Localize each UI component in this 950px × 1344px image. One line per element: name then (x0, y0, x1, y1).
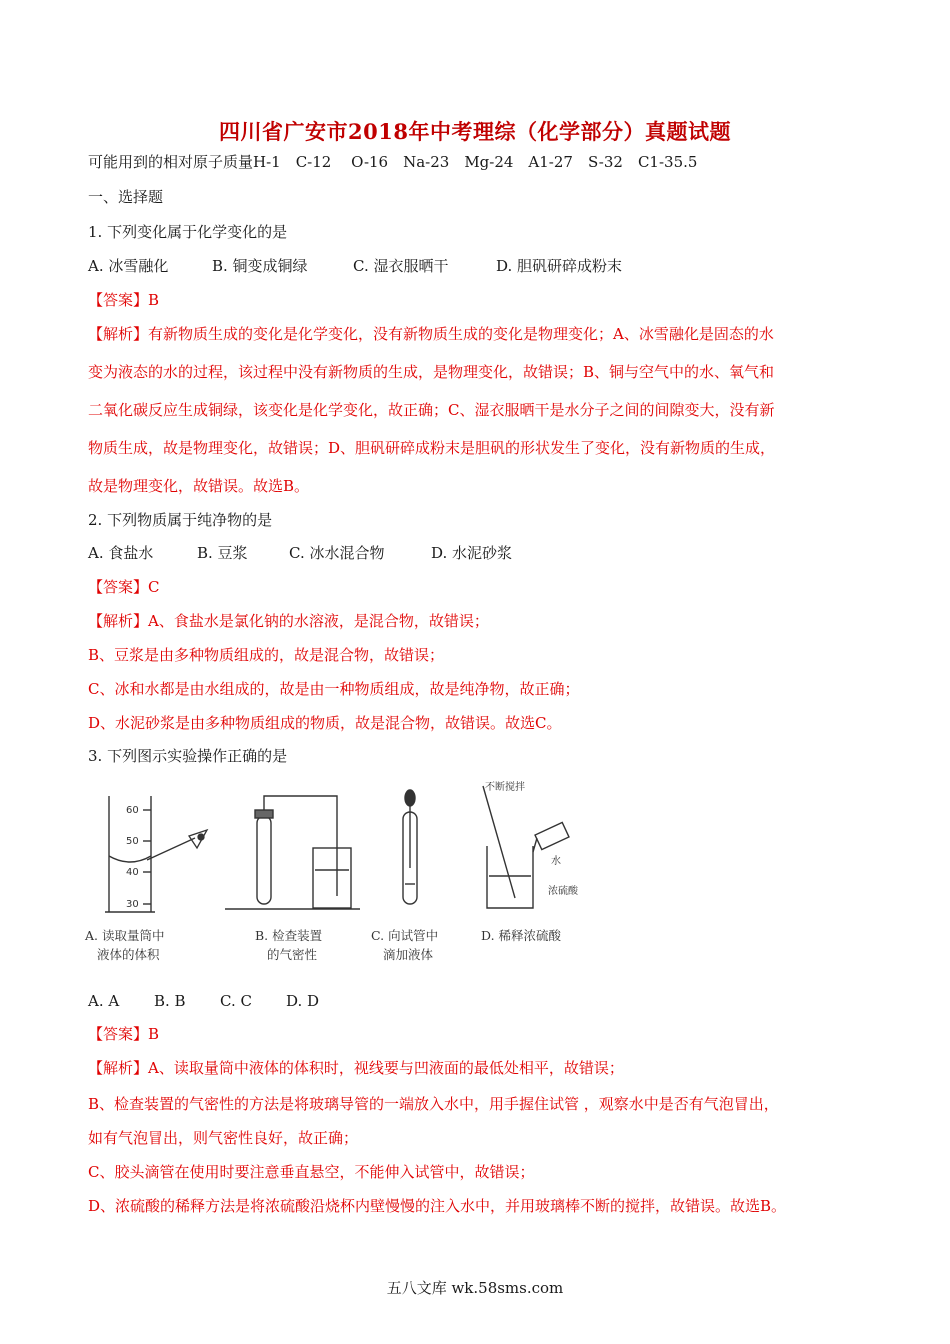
q1-analysis-line: 变为液态的水的过程，该过程中没有新物质的生成，是物理变化，故错误；B、铜与空气中的水、氧气和 (88, 363, 775, 381)
section-heading: 一、选择题 (88, 188, 164, 206)
page-title: 四川省广安市2018年中考理综（化学部分）真题试题 (219, 119, 731, 144)
water-label: 水 (551, 856, 561, 867)
tick-label-50: 50 (126, 836, 139, 847)
q3-option-c: C. C (220, 992, 252, 1010)
q3-option-b: B. B (154, 992, 186, 1010)
acid-label: 浓硫酸 (548, 886, 578, 897)
q3-analysis-line: B、检查装置的气密性的方法是将玻璃导管的一端放入水中，用手握住试管 ，观察水中是否有气泡冒出， (88, 1095, 779, 1113)
q2-option-d: D. 水泥砂浆 (431, 544, 513, 562)
q1-option-d: D. 胆矾研碎成粉末 (496, 257, 623, 275)
q2-option-a: A. 食盐水 (88, 544, 154, 562)
figure-caption-a: A. 读取量筒中 液体的体积 (85, 928, 165, 962)
q2-answer: 【答案】C (88, 578, 160, 596)
q1-analysis-line: 二氧化碳反应生成铜绿，该变化是化学变化，故正确；C、湿衣服晒干是水分子之间的间隙变大，没有新 (88, 401, 775, 419)
figure-caption-d: D. 稀释浓硫酸 (481, 928, 562, 943)
tick-label-40: 40 (126, 867, 139, 878)
tick-label-60: 60 (126, 805, 139, 816)
airtightness-apparatus-icon (225, 796, 360, 909)
q1-option-c: C. 湿衣服晒干 (353, 257, 449, 275)
atomic-masses: 可能用到的相对原子质量H-1 C-12 O-16 Na-23 Mg-24 A1-27 S-32 C1-35.5 (88, 153, 698, 171)
q1-option-a: A. 冰雪融化 (88, 257, 169, 275)
experiment-diagrams (85, 776, 585, 916)
figure-caption-c: C. 向试管中 滴加液体 (371, 928, 439, 962)
question-1-stem: 1. 下列变化属于化学变化的是 (88, 223, 288, 241)
q3-analysis-line: D、浓硫酸的稀释方法是将浓硫酸沿烧杯内壁慢慢的注入水中，并用玻璃棒不断的搅拌，故错误。故选B。 (88, 1197, 787, 1215)
question-1-options (88, 256, 622, 276)
q3-answer: 【答案】B (88, 1025, 160, 1043)
question-3-options (88, 991, 319, 1011)
q3-option-a: A. A (88, 992, 120, 1010)
q3-analysis-line: C、胶头滴管在使用时要注意垂直悬空，不能伸入试管中，故错误； (88, 1163, 535, 1181)
q3-option-d: D. D (286, 992, 320, 1010)
stir-label: 不断搅拌 (485, 782, 525, 793)
q2-option-b: B. 豆浆 (197, 544, 248, 562)
q2-analysis-line: 【解析】A、食盐水是氯化钠的水溶液，是混合物，故错误； (88, 612, 489, 630)
q3-analysis-line: 如有气泡冒出，则气密性良好，故正确； (88, 1129, 359, 1147)
figure-caption-b: B. 检查装置 的气密性 (255, 928, 323, 962)
q1-analysis-line: 【解析】有新物质生成的变化是化学变化，没有新物质生成的变化是物理变化；A、冰雪融化是固态的水 (88, 325, 774, 343)
question-3-stem: 3. 下列图示实验操作正确的是 (88, 747, 288, 765)
dropper-test-tube-icon (403, 790, 417, 904)
q2-option-c: C. 冰水混合物 (289, 544, 385, 562)
page-footer: 五八文库 wk.58sms.com (386, 1279, 564, 1297)
question-2-options (88, 543, 512, 563)
q3-analysis-line: 【解析】A、读取量筒中液体的体积时，视线要与凹液面的最低处相平，故错误； (88, 1059, 624, 1077)
q2-analysis-line: B、豆浆是由多种物质组成的，故是混合物，故错误； (88, 646, 445, 664)
eye-icon (147, 830, 207, 860)
q2-analysis-line: D、水泥砂浆是由多种物质组成的物质，故是混合物，故错误。故选C。 (88, 714, 562, 732)
q1-analysis-line: 故是物理变化，故错误。故选B。 (88, 477, 310, 495)
q1-option-b: B. 铜变成铜绿 (212, 257, 308, 275)
tick-label-30: 30 (126, 899, 139, 910)
q1-answer: 【答案】B (88, 291, 160, 309)
q2-analysis-line: C、冰和水都是由水组成的，故是由一种物质组成，故是纯净物，故正确； (88, 680, 580, 698)
q1-analysis-line: 物质生成，故是物理变化，故错误；D、胆矾研碎成粉末是胆矾的形状发生了变化，没有新物质的生成， (88, 439, 776, 457)
experiment-figure (85, 776, 585, 976)
question-2-stem: 2. 下列物质属于纯净物的是 (88, 511, 273, 529)
